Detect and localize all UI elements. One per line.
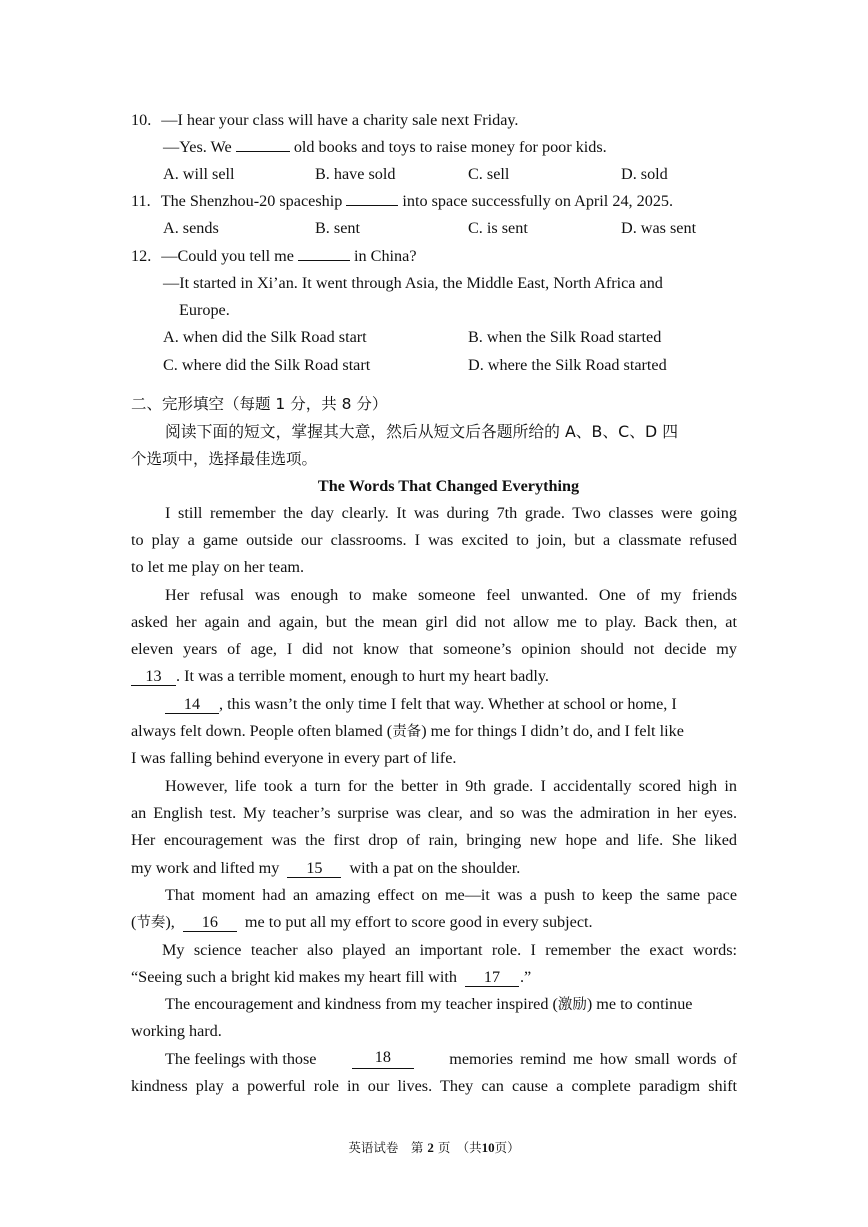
chinese-gloss: 节奏 [136,915,166,931]
reply-text: —Yes. We [163,138,232,156]
cloze-blank-16: 16 [183,914,237,932]
question-text: into space successfully on April 24, 2025. [402,192,674,210]
question-text: The Shenzhou-20 spaceship [160,192,343,210]
question-11 [131,191,673,211]
passage-text: , this wasn’t the only time I felt that way. Whether at school or home, I [219,695,677,713]
question-text: in China? [354,247,417,265]
passage-line: Her encouragement was the first drop of rain, bringing new hope and life. She liked [131,831,737,849]
passage-line: to let me play on her team. [131,558,305,576]
page-footer [0,1138,868,1158]
answer-blank [236,151,290,152]
option-d: D. where the Silk Road started [468,356,667,374]
passage-text: my work and lifted my [131,859,280,877]
answer-blank [298,260,350,261]
passage-text: The encouragement and kindness from my teacher inspired ( [165,995,558,1013]
section-heading: 二、完形填空（每题 1 分，共 8 分） [131,395,388,413]
passage-line: I was falling behind everyone in every part of life. [131,749,457,767]
chinese-gloss: 激励 [557,997,587,1013]
option-a: A. sends [163,219,219,237]
cloze-blank-18: 18 [352,1049,414,1069]
passage-text: “Seeing such a bright kid makes my heart fill with [131,968,457,986]
passage-line [165,1049,737,1069]
footer-text: 页） [494,1140,520,1155]
footer-text: 页 （共 [437,1140,482,1155]
passage-title: The Words That Changed Everything [317,477,580,495]
question-12 [131,246,417,266]
question-10-reply [163,137,607,157]
passage-line: My science teacher also played an important role. I remember the exact words: [162,941,737,959]
passage-line [165,994,693,1015]
passage-line [131,666,549,686]
question-number: 10. [131,111,152,129]
question-10 [131,110,518,130]
passage-line [131,912,593,933]
answer-blank [346,205,398,206]
passage-text: .” [519,968,532,986]
cloze-blank-13: 13 [131,668,176,686]
passage-text: . It was a terrible moment, enough to hurt my heart badly. [176,667,549,685]
option-c: C. sell [468,165,510,183]
passage-line: to play a game outside our classrooms. I was excited to join, but a classmate refused [131,531,737,549]
passage-text: me to put all my effort to score good in every subject. [244,913,593,931]
passage-line: That moment had an amazing effect on me—it was a push to keep the same pace [165,886,737,904]
option-b: B. sent [315,219,360,237]
chinese-gloss: 责备 [392,724,422,740]
passage-line: an English test. My teacher’s surprise was clear, and so was the admiration in her eyes. [131,804,737,822]
passage-line: asked her again and again, but the mean girl did not allow me to play. Back then, at [131,613,737,631]
option-a: A. when did the Silk Road start [163,328,367,346]
passage-line: working hard. [131,1022,222,1040]
passage-text: memories remind me how small words of [449,1050,737,1068]
passage-line: However, life took a turn for the better in 9th grade. I accidentally scored high in [165,777,737,795]
option-c: C. where did the Silk Road start [163,356,371,374]
option-a: A. will sell [163,165,235,183]
cloze-blank-15: 15 [287,860,341,878]
question-12-reply: —It started in Xi’an. It went through Asia, the Middle East, North Africa and [163,274,663,292]
cloze-blank-17: 17 [465,969,519,987]
footer-text: 英语试卷 第 [348,1140,424,1155]
passage-line: kindness play a powerful role in our lives. They can cause a complete paradigm shift [131,1077,737,1095]
passage-text: ) me for things I didn’t do, and I felt like [421,722,684,740]
option-d: D. sold [621,165,668,183]
page-number: 2 [427,1140,434,1155]
passage-line [131,858,520,878]
question-number: 12. [131,247,152,265]
passage-line: I still remember the day clearly. It was during 7th grade. Two classes were going [165,504,737,522]
passage-text: The feelings with those [165,1050,317,1068]
option-b: B. when the Silk Road started [468,328,662,346]
passage-line [165,694,737,714]
section-instruction: 个选项中，选择最佳选项。 [131,450,318,468]
passage-line [131,721,684,742]
passage-text: ( [131,913,137,931]
passage-text: ), [165,913,175,931]
passage-text: always felt down. People often blamed ( [131,722,393,740]
option-d: D. was sent [621,219,697,237]
question-12-reply-cont: Europe. [179,301,230,319]
question-text: —Could you tell me [161,247,294,265]
option-b: B. have sold [315,165,396,183]
section-instruction: 阅读下面的短文，掌握其大意，然后从短文后各题所给的 A、B、C、D 四 [165,422,678,441]
total-pages: 10 [481,1140,495,1155]
passage-line [131,967,531,987]
passage-line: eleven years of age, I did not know that someone’s opinion should not decide my [131,640,737,658]
passage-text: ) me to continue [586,995,693,1013]
reply-text: old books and toys to raise money for poor kids. [293,138,607,156]
option-c: C. is sent [468,219,528,237]
question-number: 11. [131,192,151,210]
cloze-blank-14: 14 [165,696,219,714]
question-text: —I hear your class will have a charity sale next Friday. [161,111,519,129]
passage-text: with a pat on the shoulder. [349,859,521,877]
passage-line: Her refusal was enough to make someone feel unwanted. One of my friends [165,586,737,604]
